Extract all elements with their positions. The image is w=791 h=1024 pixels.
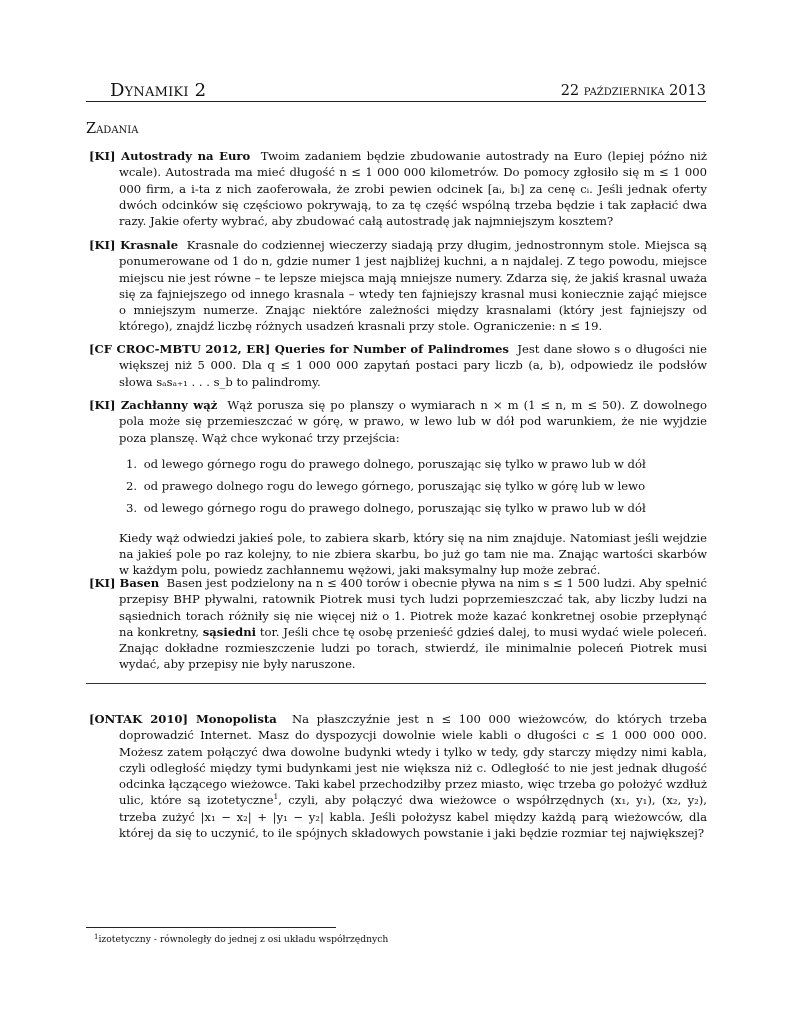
- problem-text: Jest dane słowo s o długości nie większej niż 5 000. Dla q ≤ 1 000 000 zapytań postaci pary liczb (a, b), odpowiedz ile podsłów słowa sₐsₐ₊₁ . . . s_b to palindromy.: [119, 342, 708, 389]
- problem-text: Krasnale do codziennej wieczerzy siadają przy długim, jednostronnym stole. Miejsca są ponumerowane od 1 do n, gdzie numer 1 jest najbliżej kuchni, a n najdalej. Z tego powodu, miejsce miejscu nie jest równe – te lepsze miejsca mają mniejsze numery. Zdarza się, że jakiś krasnal uważa się za fajniejszego od innego krasnala – wtedy ten fajniejszy krasnal musi koniecznie zająć miejsce o mniejszym numerze. Znając niektóre zależności między krasnalami (który jest fajniejszy od którego), znajdź liczbę różnych usadzeń krasnali przy stole. Ograniczenie: n ≤ 19.: [119, 238, 707, 334]
- problem-waz: [89, 397, 707, 579]
- list-item: 1. od lewego górnego rogu do prawego dolnego, poruszając się tylko w prawo lub w dół: [126, 456, 646, 471]
- footnote-mark: 1: [94, 933, 99, 941]
- list-item: 2. od prawego dolnego rogu do lewego górnego, poruszając się tylko w górę lub w lewo: [126, 478, 646, 493]
- problem-title: [KI] Krasnale: [89, 238, 179, 252]
- problem-title: [KI] Zachłanny wąż: [89, 398, 218, 412]
- list-item: 3. od lewego górnego rogu do prawego dolnego, poruszając się tylko w prawo lub w dół: [126, 500, 646, 515]
- problem-basen: [89, 575, 707, 673]
- problem-monopolista: [89, 711, 707, 841]
- problem-text: Wąż porusza się po planszy o wymiarach n × m (1 ≤ n, m ≤ 50). Z dowolnego pola może się przemieszczać w górę, w prawo, w lewo lub w dół pod warunkiem, że nie wyjdzie poza planszę. Wąż chce wykonać trzy przejścia:: [119, 398, 707, 445]
- problem-title: [CF CROC-MBTU 2012, ER] Queries for Number of Palindromes: [89, 342, 509, 356]
- footnote: [94, 931, 388, 946]
- problem-title: [KI] Autostrady na Euro: [89, 149, 251, 163]
- problem-text: , czyli, aby połączyć dwa wieżowce o współrzędnych (x₁, y₁), (x₂, y₂), trzeba zużyć |x₁ − x₂| + |y₁ − y₂| kabla. Jeśli położysz kabel między każdą parą wieżowców, dla której da się to uczynić, to ile spójnych składowych powstanie i jaki będzie rozmiar tej największej?: [119, 793, 707, 841]
- footnote-text: izotetyczny - równoległy do jednej z osi układu współrzędnych: [98, 934, 389, 945]
- footnote-reference: 1: [273, 792, 279, 802]
- section-divider: [86, 683, 706, 684]
- problem-text: Na płaszczyźnie jest n ≤ 100 000 wieżowców, do których trzeba doprowadzić Internet. Masz do dyspozycji dowolnie wiele kabli o długości c ≤ 1 000 000 000. Możesz zatem połączyć dwa dowolne budynki wtedy i tylko w tedy, gdy starczy między nimi kabla, czyli odległość między tymi budynkami jest nie większa niż c. Odległość to nie jest jednak długość odcinka łączącego wieżowce. Taki kabel przechodziłby przez miasto, więc trzeba go położyć wzdłuż ulic, które są izotetyczne: [119, 712, 707, 808]
- enumerated-list: [126, 456, 707, 522]
- problem-title: [ONTAK 2010] Monopolista: [89, 712, 277, 726]
- footnote-rule: [86, 927, 336, 928]
- problem-continuation: Kiedy wąż odwiedzi jakieś pole, to zabiera skarb, który się na nim znajduje. Natomiast jeśli wejdzie na jakieś pole po raz kolejny, to nie zbiera skarbu, bo już go tam nie ma. Znając wartości skarbów w każdym polu, powiedz zachłannemu wężowi, jaki maksymalny łup może zebrać.: [119, 530, 707, 578]
- page-title: Dynamiki 2: [110, 80, 207, 101]
- section-title: Zadania: [86, 121, 139, 137]
- page-header: [86, 80, 706, 102]
- problem-text: tor. Jeśli chce tę osobę przenieść gdzieś dalej, to musi wydać wiele poleceń. Znając dokładne rozmieszczenie ludzi po torach, stwierdź, ile minimalnie poleceń Piotrek musi wydać, aby przepisy nie były naruszone.: [119, 624, 707, 672]
- problem-autostrady: [89, 148, 707, 229]
- problem-title: [KI] Basen: [89, 576, 160, 590]
- emphasis-text: sąsiedni: [202, 624, 257, 639]
- problem-text: Basen jest podzielony na n ≤ 400 torów i obecnie pływa na nim s ≤ 1 500 ludzi. Aby spełnić przepisy BHP pływalni, ratownik Piotrek musi tych ludzi poprzemieszczać tak, aby liczby ludzi na sąsiednich torach różniły się nie więcej niż o 1. Piotrek może kazać konkretnej osobie przepłynąć na konkretny,: [119, 576, 707, 639]
- problem-krasnale: [89, 237, 707, 335]
- page-date: 22 października 2013: [560, 83, 706, 99]
- problem-palindromes: [89, 341, 707, 390]
- document-page: [86, 0, 708, 1024]
- header-rule: [86, 101, 706, 102]
- problem-text: Twoim zadaniem będzie zbudowanie autostrady na Euro (lepiej późno niż wcale). Autostrada ma mieć długość n ≤ 1 000 000 kilometrów. Do pomocy zgłosiło się m ≤ 1 000 000 firm, a i-ta z nich zaoferowała, że zrobi pewien odcinek [aᵢ, bᵢ] za cenę cᵢ. Jeśli jednak oferty dwóch odcinków się częściowo pokrywają, to za tę część wspólną trzeba będzie i tak zapłacić dwa razy. Jakie oferty wybrać, aby zbudować całą autostradę jak najmniejszym kosztem?: [119, 149, 707, 229]
